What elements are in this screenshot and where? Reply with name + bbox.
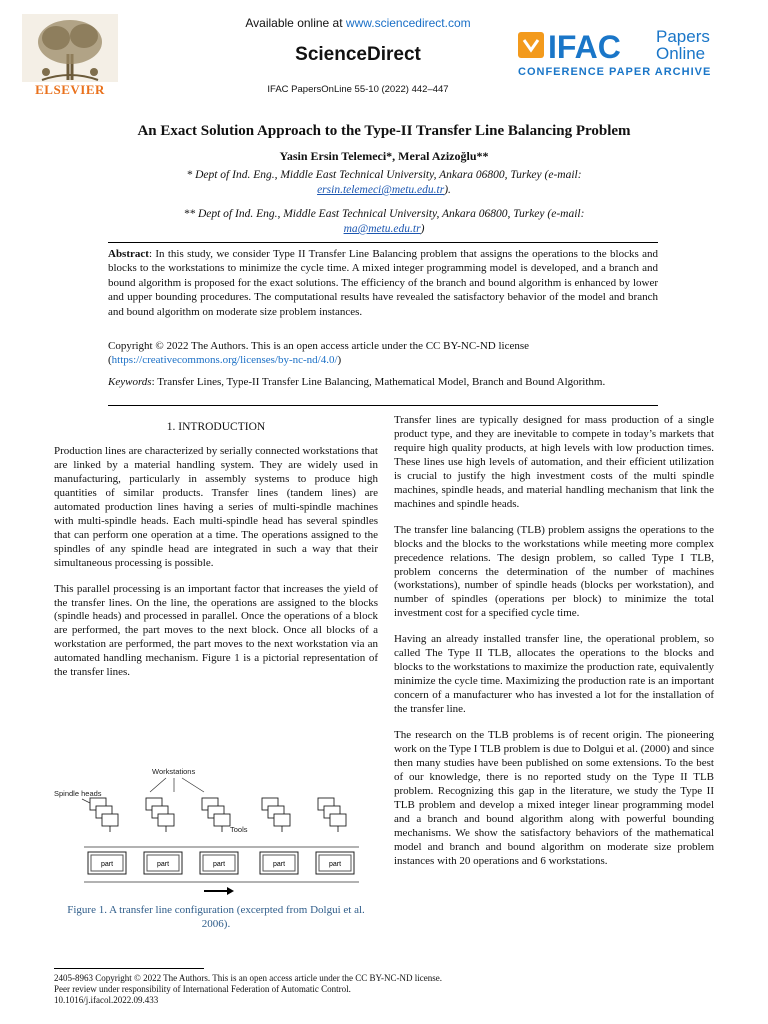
right-column — [394, 414, 714, 881]
spindle-head-box — [274, 814, 290, 826]
right-paragraph-1: Transfer lines are typically designed for mass production of a single product type, and they are inevitable to compete in today’s markets that require high quality products, at high levels with low production times. These lines use high levels of automation, and their efficient utilization is crucial to justify the high investment costs of the multi spindle machines, spindle heads, and material handling mechanism that link the machines and spindle heads. — [394, 414, 714, 510]
figure-label-tools: Tools — [230, 825, 248, 834]
copyright-text: Copyright © 2022 The Authors. This is an open access article under the CC BY-NC-ND license — [108, 340, 529, 352]
available-prefix: Available online at — [245, 16, 346, 30]
footer-line-2: Peer review under responsibility of International Federation of Automatic Control. — [54, 984, 351, 995]
affiliation-1-email[interactable]: ersin.telemeci@metu.edu.tr — [317, 184, 445, 196]
figure-label-spindle-heads: Spindle heads — [54, 789, 102, 798]
part-label: part — [272, 861, 286, 868]
paper-title: An Exact Solution Approach to the Type-II Transfer Line Balancing Problem — [137, 123, 631, 139]
abstract-label: Abstract — [108, 248, 149, 260]
available-online-line — [200, 16, 516, 30]
abstract-text: : In this study, we consider Type II Transfer Line Balancing problem that assigns the operations to the blocks and blocks to the workstations to minimize the cycle time. A mixed integer programming model is developed, and a branch and bound algorithm is proposed for the exact solutions. The efficiency of the branch and bound algorithm is enhanced by lower and upper bounding procedures. The computational results have revealed the satisfactory behavior of the model and branch and bound algorithm on moderate size problem instances. — [108, 248, 658, 318]
part-label: part — [328, 861, 342, 868]
left-column — [54, 445, 378, 692]
sciencedirect-link[interactable]: www.sciencedirect.com — [345, 16, 471, 30]
page-footer — [54, 973, 714, 1007]
figure-spindle-heads — [90, 798, 346, 832]
left-paragraph-1: Production lines are characterized by serially connected workstations that are linked by a material handling system. They are widely used in manufacturing, particularly in assembly systems to produce high quantities of similar products. Transfer lines (tandem lines) are automated production lines having a series of multi-spindle machines with multi-spindle heads. Each multi-spindle head has several spindles that can perform one operation at a time. The operations assigned to the spindles of any spindle head are integrated in such a way that their simultaneous processing is possible. — [54, 445, 378, 569]
sciencedirect-wordmark: ScienceDirect — [295, 44, 421, 65]
keywords-text: : Transfer Lines, Type-II Transfer Line Balancing, Mathematical Model, Branch and Bound Algorithm. — [151, 376, 606, 388]
left-paragraph-2: This parallel processing is an important factor that increases the yield of the transfer lines. On the line, the operations are assigned to the blocks (spindle heads) and processed in parallel. Once the operations of a block are performed, the part moves to the next block. Once all blocks of a workstation are performed, the part moves to the next workstation via an automated handling mechanism. Figure 1 is a pictorial representation of the transfer lines. — [54, 582, 378, 679]
affiliation-2-text: ** Dept of Ind. Eng., Middle East Technical University, Ankara 06800, Turkey (e-mail: — [183, 208, 585, 220]
abstract-top-rule — [108, 242, 658, 243]
journal-reference: IFAC PapersOnLine 55-10 (2022) 442–447 — [267, 84, 449, 95]
section-heading-introduction: 1. INTRODUCTION — [166, 421, 266, 433]
right-paragraph-4: The research on the TLB problems is of recent origin. The pioneering work on the Type I TLB problem is due to Dolgui et al. (2000) and since then many studies have been published on some extensions. To the best of our knowledge, there is no reported study on the Type II TLB problem. Recognizing this gap in the literature, we study the Type II TLB problem and develop a mixed integer linear programming model and a branch and bound algorithm along with powerful bounding mechanisms. We show the satisfactory behaviors of the mathematical model and branch and bound algorithm on moderate size problem instances with 20 operations and 6 workstations. — [394, 729, 714, 867]
right-paragraph-3: Having an already installed transfer line, the operational problem, so called The Type II TLB, allocates the operations to the blocks and blocks to the workstations to maximize the production rate, equivalently minimize the cycle time. Maximizing the production rate is an important concern of a manufacturer who has invested a lot for the installation of the transfer line. — [394, 633, 714, 716]
affiliation-2-email[interactable]: ma@metu.edu.tr — [343, 223, 421, 235]
license-open: ( — [108, 354, 112, 367]
footer-line-1: 2405-8963 Copyright © 2022 The Authors. This is an open access article under the CC BY-NC-ND license. — [54, 973, 442, 983]
copyright-notice — [108, 339, 658, 368]
part-label: part — [100, 861, 114, 868]
elsevier-wordmark: ELSEVIER — [35, 82, 105, 97]
abstract — [108, 247, 658, 319]
figure-1-caption: Figure 1. A transfer line configuration (excerpted from Dolgui et al. 2006). — [67, 904, 365, 930]
right-paragraph-2: The transfer line balancing (TLB) problem assigns the operations to the blocks and the blocks to the workstations while meeting more complex precedence relations. The design problem, so called Type I TLB, problem concerns the determination of the number of machines (workstations), number of spindle heads (blocks per workstation), and number of spindles (operations per block) to minimize the total investment cost for a specified cycle time. — [394, 523, 714, 620]
keywords — [108, 375, 658, 389]
paper-authors: Yasin Ersin Telemeci*, Meral Azizoğlu** — [279, 149, 489, 163]
figure-parts — [88, 852, 354, 874]
ifac-archive-label: CONFERENCE PAPER ARCHIVE — [518, 66, 712, 78]
affiliation-1-tail: ). — [444, 184, 451, 196]
spindle-head-box — [102, 814, 118, 826]
affiliation-1 — [100, 168, 668, 198]
affiliation-1-text: * Dept of Ind. Eng., Middle East Technical University, Ankara 06800, Turkey (e-mail: — [186, 169, 582, 181]
spindle-head-box — [158, 814, 174, 826]
part-label: part — [212, 861, 226, 868]
spindle-head-box — [214, 814, 230, 826]
abstract-bottom-rule — [108, 405, 658, 406]
ifac-logo-main-text: IFAC — [548, 29, 621, 65]
affiliation-2 — [100, 207, 668, 237]
affiliation-2-tail: ) — [420, 223, 425, 235]
license-link[interactable]: https://creativecommons.org/licenses/by-nc-nd/4.0/ — [111, 354, 338, 367]
ifac-logo-online-text: Online — [656, 44, 706, 63]
keywords-label: Keywords — [108, 376, 152, 388]
spindle-head-box — [330, 814, 346, 826]
figure-transfer-line — [54, 762, 378, 900]
license-close: ) — [337, 354, 342, 367]
footer-line-3: 10.1016/j.ifacol.2022.09.433 — [54, 995, 159, 1006]
figure-label-workstations: Workstations — [152, 767, 196, 776]
footer-rule — [54, 968, 204, 969]
part-label: part — [156, 861, 170, 868]
ifac-logo-papers-text: Papers — [656, 27, 710, 46]
